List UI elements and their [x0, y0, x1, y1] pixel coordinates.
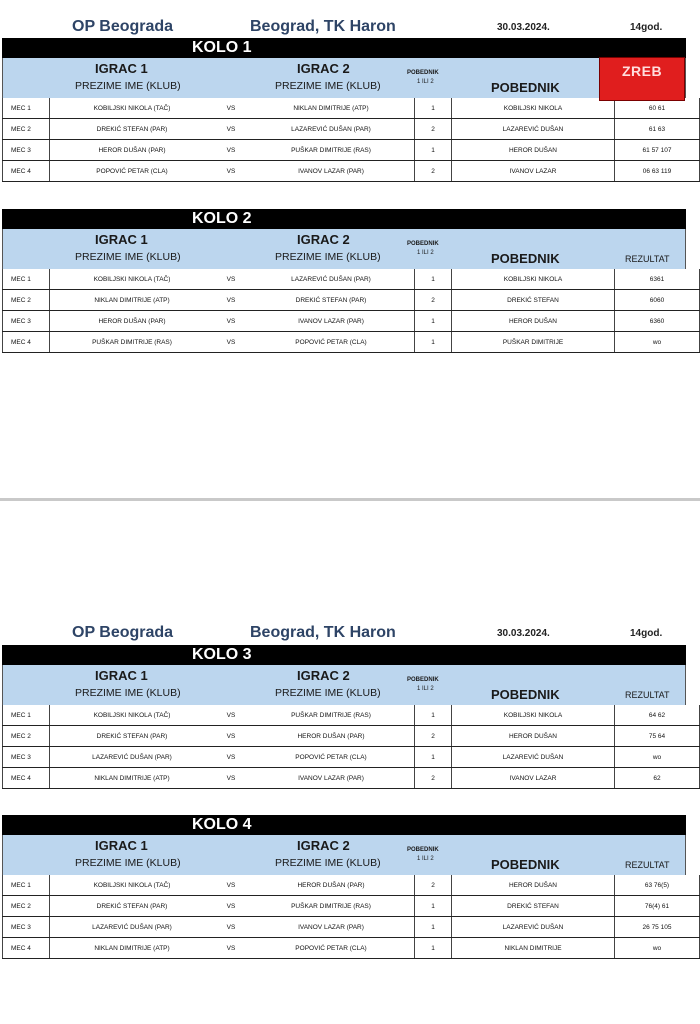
versus-label: VS	[214, 269, 248, 290]
player1-subheader: PREZIME IME (KLUB)	[75, 687, 181, 699]
winner-number-subheader: 1 ILI 2	[417, 856, 434, 862]
winner-number-header: POBEDNIK	[407, 847, 439, 853]
winner-cell: IVANOV LAZAR	[452, 768, 615, 789]
winner-cell: LAZAREVIĆ DUŠAN	[452, 747, 615, 768]
winner-cell: LAZAREVIĆ DUŠAN	[452, 119, 615, 140]
table-row	[3, 938, 700, 959]
column-header	[2, 58, 686, 98]
winner-number-cell: 1	[415, 917, 452, 938]
match-number: MEC 4	[3, 161, 50, 182]
player1-cell: NIKLAN DIMITRIJE (ATP)	[50, 290, 215, 311]
round-1	[2, 38, 686, 182]
winner-number-cell: 2	[415, 119, 452, 140]
winner-cell: NIKLAN DIMITRIJE	[452, 938, 615, 959]
table-row	[3, 332, 700, 353]
match-number: MEC 1	[3, 98, 50, 119]
player2-cell: HEROR DUŠAN (PAR)	[248, 875, 415, 896]
venue-title: Beograd, TK Haron	[250, 624, 396, 641]
matches-table	[2, 705, 700, 789]
player1-subheader: PREZIME IME (KLUB)	[75, 80, 181, 92]
winner-cell: KOBILJSKI NIKOLA	[452, 705, 615, 726]
round-bar	[2, 209, 686, 229]
winner-number-header: POBEDNIK	[407, 241, 439, 247]
table-row	[3, 726, 700, 747]
winner-number-subheader: 1 ILI 2	[417, 250, 434, 256]
player1-header: IGRAC 1	[95, 61, 148, 76]
table-row	[3, 119, 700, 140]
player2-cell: NIKLAN DIMITRIJE (ATP)	[248, 98, 415, 119]
player2-header: IGRAC 2	[297, 61, 350, 76]
versus-label: VS	[214, 140, 248, 161]
round-title: KOLO 3	[192, 646, 252, 663]
match-number: MEC 1	[3, 875, 50, 896]
match-number: MEC 4	[3, 768, 50, 789]
result-cell: 76(4) 61	[615, 896, 700, 917]
player1-subheader: PREZIME IME (KLUB)	[75, 857, 181, 869]
matches-table	[2, 98, 700, 182]
versus-label: VS	[214, 161, 248, 182]
winner-number-cell: 1	[415, 140, 452, 161]
result-header: REZULTAT	[625, 690, 670, 700]
column-header	[2, 665, 686, 705]
result-cell: wo	[615, 938, 700, 959]
result-cell: wo	[615, 747, 700, 768]
player1-cell: LAZAREVIĆ DUŠAN (PAR)	[50, 917, 215, 938]
result-cell: 61 63	[615, 119, 700, 140]
player1-header: IGRAC 1	[95, 838, 148, 853]
result-cell: 6360	[615, 311, 700, 332]
player1-cell: DREKIĆ STEFAN (PAR)	[50, 119, 215, 140]
result-cell: 06 63 119	[615, 161, 700, 182]
round-title: KOLO 2	[192, 210, 252, 227]
table-row	[3, 269, 700, 290]
player2-cell: PUŠKAR DIMITRIJE (RAS)	[248, 705, 415, 726]
winner-number-header: POBEDNIK	[407, 677, 439, 683]
player1-cell: KOBILJSKI NIKOLA (TAČ)	[50, 875, 215, 896]
age-category: 14god.	[630, 22, 663, 33]
match-number: MEC 3	[3, 747, 50, 768]
match-number: MEC 2	[3, 290, 50, 311]
winner-number-header: POBEDNIK	[407, 70, 439, 76]
winner-header: POBEDNIK	[491, 687, 560, 702]
versus-label: VS	[214, 311, 248, 332]
winner-number-cell: 2	[415, 161, 452, 182]
result-header: REZULTAT	[625, 254, 670, 264]
player2-cell: PUŠKAR DIMITRIJE (RAS)	[248, 140, 415, 161]
winner-number-cell: 2	[415, 290, 452, 311]
result-cell: 64 62	[615, 705, 700, 726]
versus-label: VS	[214, 747, 248, 768]
match-number: MEC 3	[3, 917, 50, 938]
event-date: 30.03.2024.	[497, 628, 550, 639]
player2-cell: IVANOV LAZAR (PAR)	[248, 161, 415, 182]
winner-cell: PUŠKAR DIMITRIJE	[452, 332, 615, 353]
winner-number-cell: 1	[415, 705, 452, 726]
versus-label: VS	[214, 768, 248, 789]
page-header	[0, 622, 700, 644]
player2-header: IGRAC 2	[297, 668, 350, 683]
round-bar	[2, 38, 686, 58]
page-header	[0, 16, 700, 38]
player2-cell: POPOVIĆ PETAR (CLA)	[248, 332, 415, 353]
player2-subheader: PREZIME IME (KLUB)	[275, 687, 381, 699]
table-row	[3, 875, 700, 896]
table-row	[3, 161, 700, 182]
winner-number-cell: 1	[415, 747, 452, 768]
player1-cell: POPOVIĆ PETAR (CLA)	[50, 161, 215, 182]
versus-label: VS	[214, 938, 248, 959]
result-cell: 6361	[615, 269, 700, 290]
player2-subheader: PREZIME IME (KLUB)	[275, 857, 381, 869]
table-row	[3, 290, 700, 311]
column-header	[2, 835, 686, 875]
player2-cell: HEROR DUŠAN (PAR)	[248, 726, 415, 747]
result-cell: 26 75 105	[615, 917, 700, 938]
winner-header: POBEDNIK	[491, 857, 560, 872]
match-number: MEC 4	[3, 332, 50, 353]
winner-number-cell: 2	[415, 726, 452, 747]
player1-cell: NIKLAN DIMITRIJE (ATP)	[50, 768, 215, 789]
winner-number-subheader: 1 ILI 2	[417, 686, 434, 692]
table-row	[3, 98, 700, 119]
age-category: 14god.	[630, 628, 663, 639]
winner-cell: HEROR DUŠAN	[452, 311, 615, 332]
player1-cell: DREKIĆ STEFAN (PAR)	[50, 896, 215, 917]
match-number: MEC 4	[3, 938, 50, 959]
player1-subheader: PREZIME IME (KLUB)	[75, 251, 181, 263]
round-bar	[2, 815, 686, 835]
table-row	[3, 140, 700, 161]
versus-label: VS	[214, 917, 248, 938]
result-cell: 61 57 107	[615, 140, 700, 161]
player1-cell: DREKIĆ STEFAN (PAR)	[50, 726, 215, 747]
matches-table	[2, 269, 700, 353]
table-row	[3, 311, 700, 332]
player1-cell: KOBILJSKI NIKOLA (TAČ)	[50, 98, 215, 119]
player1-cell: HEROR DUŠAN (PAR)	[50, 311, 215, 332]
versus-label: VS	[214, 119, 248, 140]
versus-label: VS	[214, 705, 248, 726]
result-cell: 6060	[615, 290, 700, 311]
player2-subheader: PREZIME IME (KLUB)	[275, 80, 381, 92]
player2-cell: PUŠKAR DIMITRIJE (RAS)	[248, 896, 415, 917]
round-3	[2, 645, 686, 789]
player2-cell: IVANOV LAZAR (PAR)	[248, 917, 415, 938]
player2-cell: IVANOV LAZAR (PAR)	[248, 311, 415, 332]
page-divider	[0, 498, 700, 501]
winner-cell: DREKIĆ STEFAN	[452, 896, 615, 917]
matches-table	[2, 875, 700, 959]
winner-cell: HEROR DUŠAN	[452, 875, 615, 896]
draw-button[interactable]: ZREB	[599, 57, 685, 101]
winner-cell: IVANOV LAZAR	[452, 161, 615, 182]
event-title: OP Beograda	[72, 624, 174, 641]
player1-cell: KOBILJSKI NIKOLA (TAČ)	[50, 705, 215, 726]
versus-label: VS	[214, 290, 248, 311]
player1-cell: KOBILJSKI NIKOLA (TAČ)	[50, 269, 215, 290]
match-number: MEC 2	[3, 896, 50, 917]
versus-label: VS	[214, 875, 248, 896]
winner-cell: DREKIĆ STEFAN	[452, 290, 615, 311]
winner-cell: HEROR DUŠAN	[452, 726, 615, 747]
match-number: MEC 2	[3, 119, 50, 140]
winner-header: POBEDNIK	[491, 251, 560, 266]
result-cell: 60 61	[615, 98, 700, 119]
round-bar	[2, 645, 686, 665]
result-cell: 75 64	[615, 726, 700, 747]
winner-cell: HEROR DUŠAN	[452, 140, 615, 161]
winner-number-cell: 1	[415, 332, 452, 353]
winner-cell: LAZAREVIĆ DUŠAN	[452, 917, 615, 938]
round-title: KOLO 1	[192, 39, 252, 56]
table-row	[3, 747, 700, 768]
result-header: REZULTAT	[625, 860, 670, 870]
match-number: MEC 3	[3, 311, 50, 332]
versus-label: VS	[214, 896, 248, 917]
winner-cell: KOBILJSKI NIKOLA	[452, 269, 615, 290]
player1-cell: HEROR DUŠAN (PAR)	[50, 140, 215, 161]
player1-header: IGRAC 1	[95, 668, 148, 683]
winner-number-cell: 1	[415, 269, 452, 290]
event-title: OP Beograda	[72, 18, 174, 35]
winner-number-subheader: 1 ILI 2	[417, 79, 434, 85]
result-cell: 62	[615, 768, 700, 789]
result-cell: 63 76(5)	[615, 875, 700, 896]
player2-header: IGRAC 2	[297, 838, 350, 853]
player2-subheader: PREZIME IME (KLUB)	[275, 251, 381, 263]
winner-header: POBEDNIK	[491, 80, 560, 95]
player2-cell: LAZAREVIĆ DUŠAN (PAR)	[248, 119, 415, 140]
player2-cell: DREKIĆ STEFAN (PAR)	[248, 290, 415, 311]
table-row	[3, 896, 700, 917]
winner-number-cell: 1	[415, 896, 452, 917]
player2-cell: POPOVIĆ PETAR (CLA)	[248, 747, 415, 768]
winner-cell: KOBILJSKI NIKOLA	[452, 98, 615, 119]
round-4	[2, 815, 686, 959]
winner-number-cell: 1	[415, 98, 452, 119]
winner-number-cell: 2	[415, 875, 452, 896]
versus-label: VS	[214, 332, 248, 353]
player2-cell: LAZAREVIĆ DUŠAN (PAR)	[248, 269, 415, 290]
player2-cell: IVANOV LAZAR (PAR)	[248, 768, 415, 789]
match-number: MEC 1	[3, 705, 50, 726]
match-number: MEC 3	[3, 140, 50, 161]
round-2	[2, 209, 686, 353]
winner-number-cell: 1	[415, 311, 452, 332]
table-row	[3, 917, 700, 938]
round-title: KOLO 4	[192, 816, 252, 833]
winner-number-cell: 1	[415, 938, 452, 959]
column-header	[2, 229, 686, 269]
versus-label: VS	[214, 726, 248, 747]
player1-cell: PUŠKAR DIMITRIJE (RAS)	[50, 332, 215, 353]
versus-label: VS	[214, 98, 248, 119]
table-row	[3, 705, 700, 726]
match-number: MEC 1	[3, 269, 50, 290]
player1-cell: LAZAREVIĆ DUŠAN (PAR)	[50, 747, 215, 768]
table-row	[3, 768, 700, 789]
event-date: 30.03.2024.	[497, 22, 550, 33]
match-number: MEC 2	[3, 726, 50, 747]
result-cell: wo	[615, 332, 700, 353]
venue-title: Beograd, TK Haron	[250, 18, 396, 35]
winner-number-cell: 2	[415, 768, 452, 789]
player2-cell: POPOVIĆ PETAR (CLA)	[248, 938, 415, 959]
player1-header: IGRAC 1	[95, 232, 148, 247]
player1-cell: NIKLAN DIMITRIJE (ATP)	[50, 938, 215, 959]
player2-header: IGRAC 2	[297, 232, 350, 247]
